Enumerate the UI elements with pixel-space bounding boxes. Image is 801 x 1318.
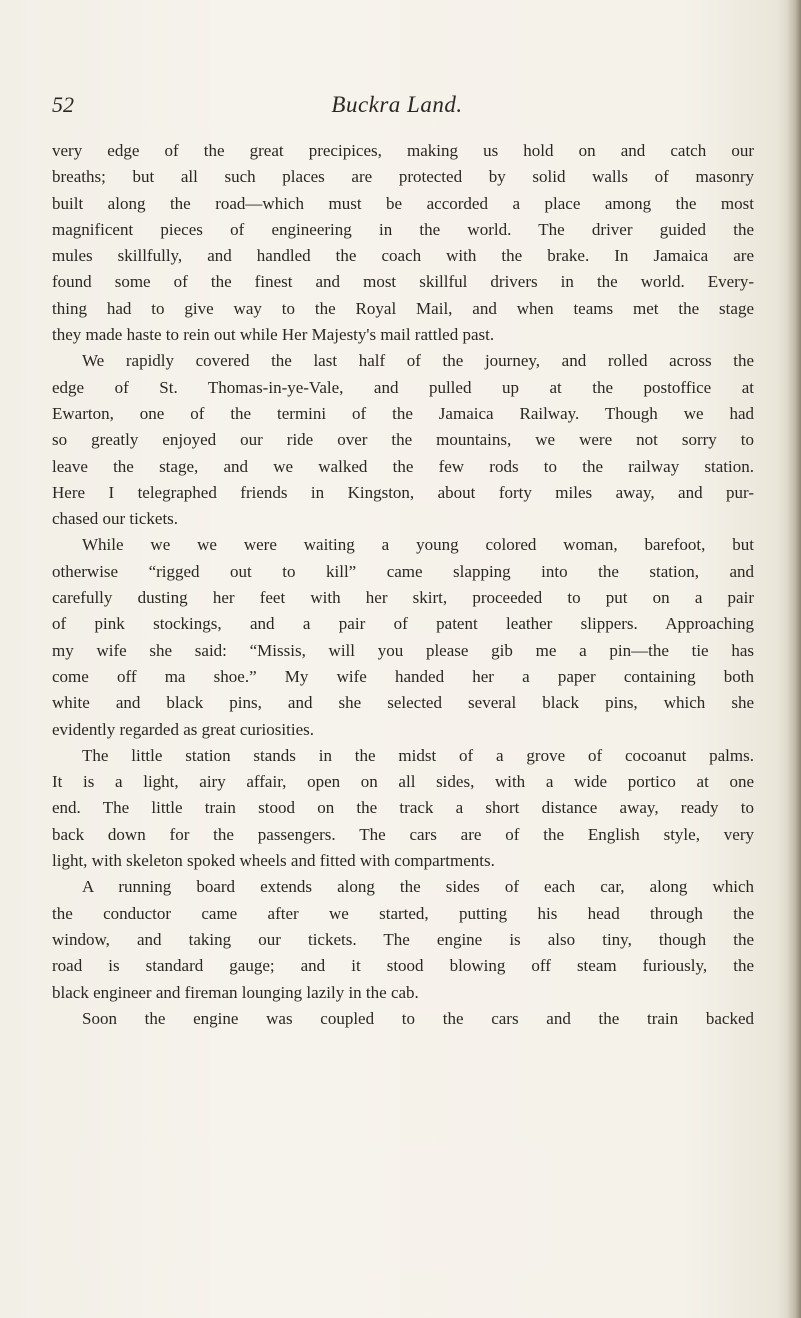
text-line: very edge of the great precipices, making us hold on and catch our	[52, 141, 754, 160]
text-line: Here I telegraphed friends in Kingston, about forty miles away, and pur-	[52, 482, 754, 502]
text-line: of pink stockings, and a pair of patent leather slippers. Approaching	[52, 614, 754, 634]
text-line: The little station stands in the midst of a grove of cocoanut palms.	[82, 745, 754, 765]
text-line: so greatly enjoyed our ride over the mountains, we were not sorry to	[52, 430, 754, 450]
page-edge-shadow	[787, 0, 801, 1318]
text-line: they made haste to rein out while Her Majesty's mail rattled past.	[52, 325, 495, 345]
text-line: leave the stage, and we walked the few rods to the railway station.	[52, 456, 754, 476]
text-line: While we we were waiting a young colored woman, barefoot, but	[82, 535, 754, 555]
text-line: back down for the passengers. The cars are of the English style, very	[52, 824, 754, 844]
body-text	[52, 138, 754, 1032]
text-line: window, and taking our tickets. The engine is also tiny, though the	[52, 929, 754, 949]
text-line: white and black pins, and she selected several black pins, which she	[52, 693, 754, 713]
page-header	[52, 92, 742, 122]
text-line: come off ma shoe.” My wife handed her a paper containing both	[52, 666, 754, 686]
text-line: light, with skeleton spoked wheels and fitted with compartments.	[52, 851, 495, 871]
text-line: found some of the finest and most skillful drivers in the world. Every-	[52, 272, 754, 292]
text-line: otherwise “rigged out to kill” came slapping into the station, and	[52, 561, 754, 581]
text-line: Soon the engine was coupled to the cars and the train backed	[82, 1008, 754, 1028]
text-line: mules skillfully, and handled the coach with the brake. In Jamaica are	[52, 246, 754, 266]
text-line: We rapidly covered the last half of the journey, and rolled across the	[82, 351, 754, 371]
text-line: road is standard gauge; and it stood blowing off steam furiously, the	[52, 956, 754, 976]
text-line: Ewarton, one of the termini of the Jamaica Railway. Though we had	[52, 403, 754, 423]
text-line: magnificent pieces of engineering in the world. The driver guided the	[52, 219, 754, 239]
text-line: chased our tickets.	[52, 509, 179, 529]
text-line: It is a light, airy affair, open on all sides, with a wide portico at one	[52, 772, 754, 792]
page-number: 52	[52, 92, 74, 117]
text-line: A running board extends along the sides of each car, along which	[82, 877, 754, 897]
text-line: my wife she said: “Missis, will you please gib me a pin—the tie has	[52, 640, 754, 660]
text-line: breaths; but all such places are protected by solid walls of masonry	[52, 167, 754, 187]
text-line: black engineer and fireman lounging lazily in the cab.	[52, 982, 419, 1002]
text-line: edge of St. Thomas-in-ye-Vale, and pulled up at the postoffice at	[52, 377, 754, 397]
text-line: end. The little train stood on the track a short distance away, ready to	[52, 798, 754, 818]
running-title: Buckra Land.	[331, 92, 463, 117]
text-line: thing had to give way to the Royal Mail, and when teams met the stage	[52, 298, 754, 318]
text-line: built along the road—which must be accorded a place among the most	[52, 193, 754, 213]
text-line: the conductor came after we started, putting his head through the	[52, 903, 754, 923]
text-line: evidently regarded as great curiosities.	[52, 719, 314, 739]
text-line: carefully dusting her feet with her skirt, proceeded to put on a pair	[52, 588, 754, 608]
